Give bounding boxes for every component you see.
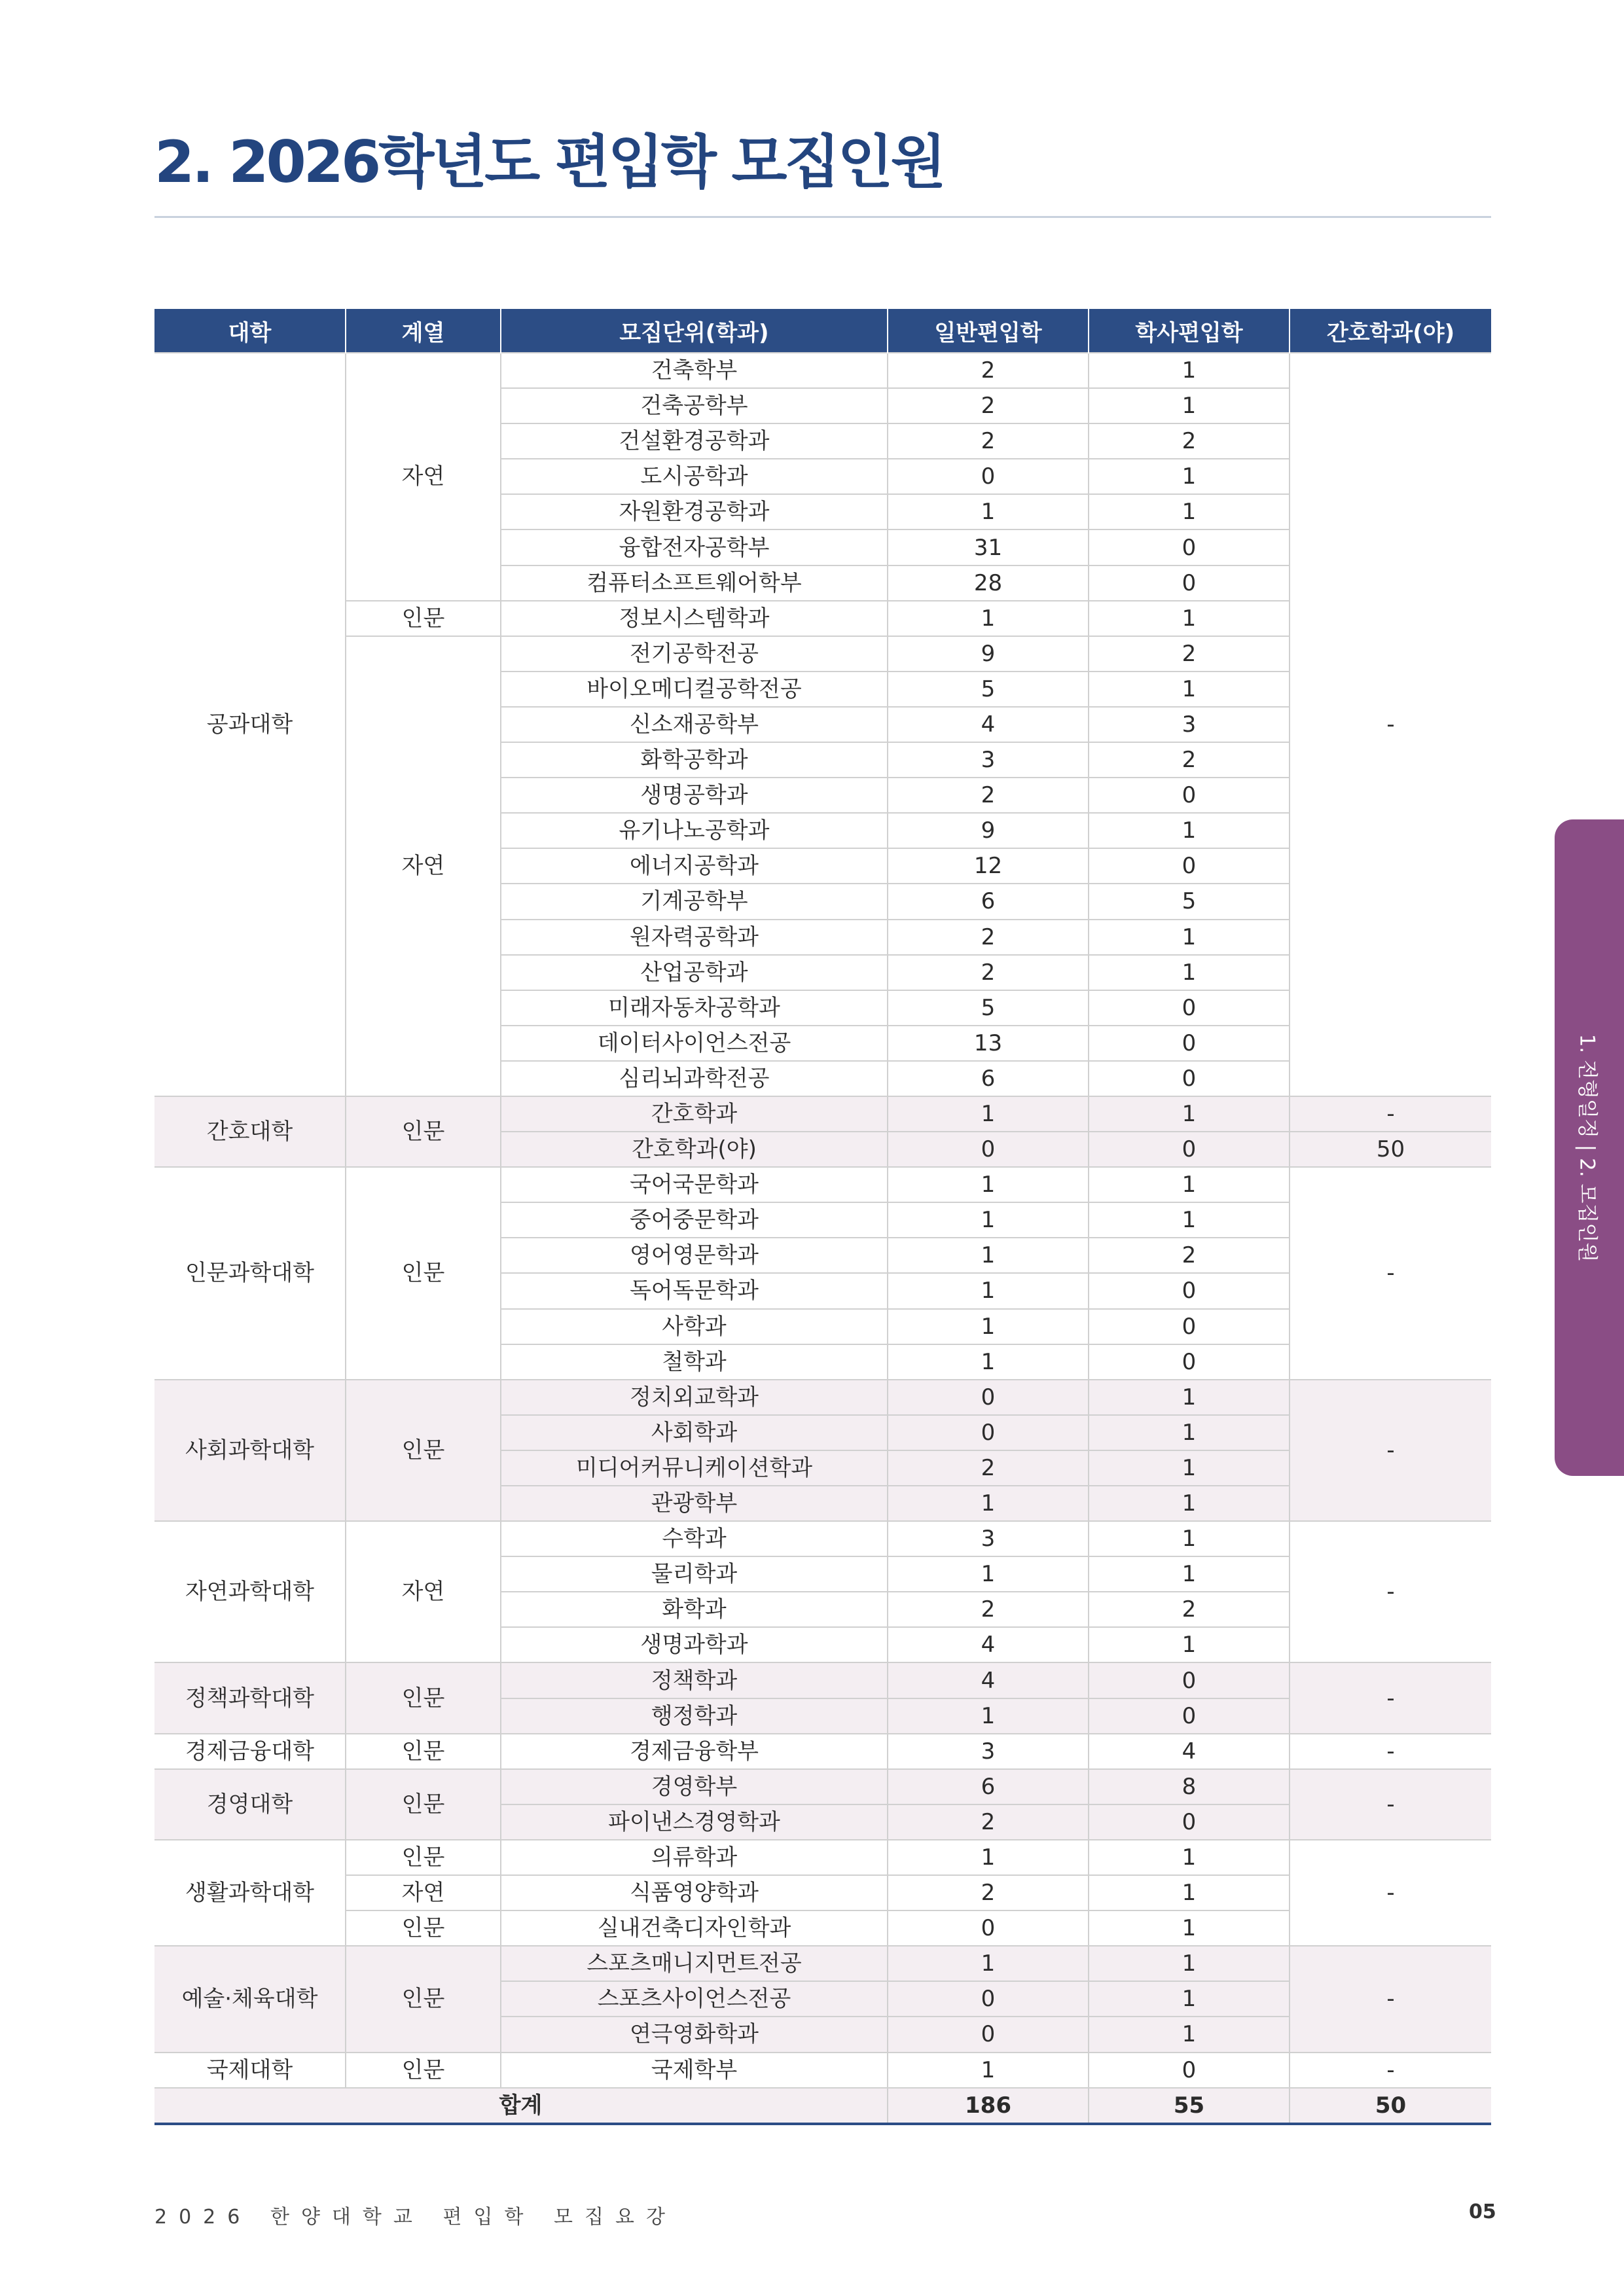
general-count-cell: 6 (888, 1061, 1089, 1096)
track-cell: 자연 (346, 1875, 501, 1910)
table-body (154, 353, 1491, 2088)
college-cell: 국제대학 (154, 2053, 346, 2088)
department-cell: 연극영화학과 (501, 2017, 888, 2052)
track-cell: 인문 (346, 1734, 501, 1769)
nursing-count-cell: - (1290, 1380, 1491, 1521)
bachelor-count-cell: 0 (1089, 1344, 1290, 1380)
bachelor-count-cell: 0 (1089, 778, 1290, 813)
college-cell: 경제금융대학 (154, 1734, 346, 1769)
nursing-count-cell: 50 (1290, 1132, 1491, 1167)
college-cell: 생활과학대학 (154, 1840, 346, 1946)
track-cell: 인문 (346, 601, 501, 636)
general-count-cell: 3 (888, 742, 1089, 778)
bachelor-count-cell: 1 (1089, 1627, 1290, 1662)
bachelor-count-cell: 1 (1089, 1096, 1290, 1132)
bachelor-count-cell: 0 (1089, 1309, 1290, 1344)
nursing-count-cell: - (1290, 1734, 1491, 1769)
bachelor-count-cell: 0 (1089, 1061, 1290, 1096)
track-cell: 자연 (346, 1521, 501, 1662)
header-general-transfer: 일반편입학 (888, 309, 1089, 353)
bachelor-count-cell: 1 (1089, 1415, 1290, 1450)
bachelor-count-cell: 2 (1089, 742, 1290, 778)
general-count-cell: 0 (888, 2017, 1089, 2052)
total-nursing: 50 (1290, 2088, 1491, 2124)
bachelor-count-cell: 2 (1089, 636, 1290, 672)
general-count-cell: 6 (888, 1769, 1089, 1804)
footer-university: 한양대학교 (270, 2206, 424, 2229)
department-cell: 스포츠매니지먼트전공 (501, 1946, 888, 1981)
table-row (154, 1521, 1491, 1556)
general-count-cell: 1 (888, 601, 1089, 636)
general-count-cell: 2 (888, 423, 1089, 459)
general-count-cell: 1 (888, 494, 1089, 529)
bachelor-count-cell: 1 (1089, 388, 1290, 423)
nursing-count-cell: - (1290, 1946, 1491, 2052)
college-cell: 인문과학대학 (154, 1167, 346, 1380)
track-cell: 인문 (346, 1167, 501, 1380)
department-cell: 의류학과 (501, 1840, 888, 1875)
general-count-cell: 4 (888, 1662, 1089, 1698)
track-cell: 인문 (346, 1662, 501, 1733)
department-cell: 신소재공학부 (501, 707, 888, 742)
table-row (154, 1946, 1491, 1981)
department-cell: 사회학과 (501, 1415, 888, 1450)
bachelor-count-cell: 1 (1089, 955, 1290, 990)
general-count-cell: 0 (888, 1415, 1089, 1450)
total-general: 186 (888, 2088, 1089, 2124)
header-bachelor-transfer: 학사편입학 (1089, 309, 1290, 353)
bachelor-count-cell: 2 (1089, 423, 1290, 459)
track-cell: 자연 (346, 353, 501, 601)
department-cell: 생명과학과 (501, 1627, 888, 1662)
department-cell: 바이오메디컬공학전공 (501, 672, 888, 707)
department-cell: 건설환경공학과 (501, 423, 888, 459)
college-cell: 예술·체육대학 (154, 1946, 346, 2052)
page-number: 05 (1469, 2200, 1496, 2223)
bachelor-count-cell: 1 (1089, 813, 1290, 848)
department-cell: 철학과 (501, 1344, 888, 1380)
table-row (154, 1662, 1491, 1698)
footer-doc-type: 편입학 (442, 2206, 535, 2229)
department-cell: 정책학과 (501, 1662, 888, 1698)
department-cell: 데이터사이언스전공 (501, 1026, 888, 1061)
bachelor-count-cell: 5 (1089, 884, 1290, 919)
general-count-cell: 1 (888, 1344, 1089, 1380)
department-cell: 도시공학과 (501, 459, 888, 494)
bachelor-count-cell: 1 (1089, 1840, 1290, 1875)
side-tab-label: 1. 전형일정 | 2. 모집인원 (1575, 1033, 1599, 1262)
general-count-cell: 1 (888, 2053, 1089, 2088)
college-cell: 정책과학대학 (154, 1662, 346, 1733)
department-cell: 국제학부 (501, 2053, 888, 2088)
department-cell: 물리학과 (501, 1556, 888, 1592)
department-cell: 미디어커뮤니케이션학과 (501, 1450, 888, 1486)
department-cell: 경영학부 (501, 1769, 888, 1804)
bachelor-count-cell: 1 (1089, 920, 1290, 955)
general-count-cell: 1 (888, 1556, 1089, 1592)
general-count-cell: 2 (888, 778, 1089, 813)
bachelor-count-cell: 1 (1089, 494, 1290, 529)
bachelor-count-cell: 2 (1089, 1592, 1290, 1627)
general-count-cell: 0 (888, 459, 1089, 494)
bachelor-count-cell: 0 (1089, 529, 1290, 565)
college-cell: 공과대학 (154, 353, 346, 1096)
bachelor-count-cell: 1 (1089, 1556, 1290, 1592)
nursing-count-cell: - (1290, 1769, 1491, 1840)
college-cell: 경영대학 (154, 1769, 346, 1840)
general-count-cell: 2 (888, 955, 1089, 990)
bachelor-count-cell: 8 (1089, 1769, 1290, 1804)
bachelor-count-cell: 1 (1089, 1521, 1290, 1556)
general-count-cell: 1 (888, 1309, 1089, 1344)
track-cell: 인문 (346, 1946, 501, 2052)
track-cell: 인문 (346, 2053, 501, 2088)
nursing-count-cell: - (1290, 1840, 1491, 1946)
bachelor-count-cell: 1 (1089, 2017, 1290, 2052)
table-header-row (154, 309, 1491, 353)
general-count-cell: 13 (888, 1026, 1089, 1061)
department-cell: 심리뇌과학전공 (501, 1061, 888, 1096)
department-cell: 사학과 (501, 1309, 888, 1344)
department-cell: 화학공학과 (501, 742, 888, 778)
department-cell: 영어영문학과 (501, 1238, 888, 1273)
general-count-cell: 1 (888, 1698, 1089, 1734)
general-count-cell: 4 (888, 707, 1089, 742)
general-count-cell: 3 (888, 1521, 1089, 1556)
general-count-cell: 0 (888, 1981, 1089, 2017)
department-cell: 스포츠사이언스전공 (501, 1981, 888, 2017)
department-cell: 중어중문학과 (501, 1202, 888, 1238)
bachelor-count-cell: 1 (1089, 353, 1290, 388)
general-count-cell: 1 (888, 1486, 1089, 1521)
department-cell: 관광학부 (501, 1486, 888, 1521)
general-count-cell: 2 (888, 353, 1089, 388)
header-track: 계열 (346, 309, 501, 353)
bachelor-count-cell: 1 (1089, 1450, 1290, 1486)
general-count-cell: 2 (888, 920, 1089, 955)
track-cell: 인문 (346, 1096, 501, 1167)
table-row (154, 1380, 1491, 1415)
general-count-cell: 1 (888, 1202, 1089, 1238)
bachelor-count-cell: 0 (1089, 1132, 1290, 1167)
nursing-count-cell: - (1290, 1096, 1491, 1132)
department-cell: 컴퓨터소프트웨어학부 (501, 565, 888, 601)
table-row (154, 1840, 1491, 1875)
college-cell: 사회과학대학 (154, 1380, 346, 1521)
header-nursing-night: 간호학과(야) (1290, 309, 1491, 353)
general-count-cell: 28 (888, 565, 1089, 601)
department-cell: 파이낸스경영학과 (501, 1804, 888, 1840)
general-count-cell: 2 (888, 1804, 1089, 1840)
general-count-cell: 12 (888, 848, 1089, 884)
general-count-cell: 9 (888, 813, 1089, 848)
department-cell: 경제금융학부 (501, 1734, 888, 1769)
track-cell: 인문 (346, 1769, 501, 1840)
total-row (154, 2088, 1491, 2124)
total-label: 합계 (154, 2088, 888, 2124)
table-row (154, 1167, 1491, 1202)
general-count-cell: 0 (888, 1132, 1089, 1167)
department-cell: 유기나노공학과 (501, 813, 888, 848)
department-cell: 국어국문학과 (501, 1167, 888, 1202)
track-cell: 인문 (346, 1910, 501, 1946)
department-cell: 수학과 (501, 1521, 888, 1556)
general-count-cell: 31 (888, 529, 1089, 565)
bachelor-count-cell: 0 (1089, 565, 1290, 601)
nursing-count-cell: - (1290, 1521, 1491, 1662)
general-count-cell: 1 (888, 1238, 1089, 1273)
general-count-cell: 6 (888, 884, 1089, 919)
department-cell: 원자력공학과 (501, 920, 888, 955)
department-cell: 기계공학부 (501, 884, 888, 919)
nursing-count-cell: - (1290, 1662, 1491, 1733)
bachelor-count-cell: 0 (1089, 848, 1290, 884)
nursing-count-cell: - (1290, 1167, 1491, 1380)
footer-year: 2026 (154, 2206, 252, 2229)
general-count-cell: 5 (888, 672, 1089, 707)
table-row (154, 1096, 1491, 1132)
bachelor-count-cell: 1 (1089, 1486, 1290, 1521)
bachelor-count-cell: 2 (1089, 1238, 1290, 1273)
department-cell: 화학과 (501, 1592, 888, 1627)
bachelor-count-cell: 0 (1089, 2053, 1290, 2088)
general-count-cell: 9 (888, 636, 1089, 672)
footer-document-title (154, 2200, 677, 2229)
bachelor-count-cell: 0 (1089, 1026, 1290, 1061)
department-cell: 독어독문학과 (501, 1273, 888, 1308)
bachelor-count-cell: 0 (1089, 1804, 1290, 1840)
bachelor-count-cell: 1 (1089, 1875, 1290, 1910)
table-row (154, 1769, 1491, 1804)
bachelor-count-cell: 0 (1089, 1698, 1290, 1734)
general-count-cell: 1 (888, 1840, 1089, 1875)
department-cell: 미래자동차공학과 (501, 990, 888, 1026)
general-count-cell: 2 (888, 1875, 1089, 1910)
bachelor-count-cell: 1 (1089, 1910, 1290, 1946)
department-cell: 에너지공학과 (501, 848, 888, 884)
bachelor-count-cell: 3 (1089, 707, 1290, 742)
department-cell: 정치외교학과 (501, 1380, 888, 1415)
department-cell: 간호학과(야) (501, 1132, 888, 1167)
department-cell: 건축학부 (501, 353, 888, 388)
bachelor-count-cell: 4 (1089, 1734, 1290, 1769)
department-cell: 식품영양학과 (501, 1875, 888, 1910)
department-cell: 행정학과 (501, 1698, 888, 1734)
track-cell: 인문 (346, 1840, 501, 1875)
general-count-cell: 1 (888, 1273, 1089, 1308)
general-count-cell: 3 (888, 1734, 1089, 1769)
bachelor-count-cell: 0 (1089, 990, 1290, 1026)
department-cell: 건축공학부 (501, 388, 888, 423)
general-count-cell: 1 (888, 1946, 1089, 1981)
header-department: 모집단위(학과) (501, 309, 888, 353)
general-count-cell: 4 (888, 1627, 1089, 1662)
department-cell: 산업공학과 (501, 955, 888, 990)
bachelor-count-cell: 0 (1089, 1662, 1290, 1698)
bachelor-count-cell: 1 (1089, 672, 1290, 707)
general-count-cell: 0 (888, 1910, 1089, 1946)
total-bachelor: 55 (1089, 2088, 1290, 2124)
bachelor-count-cell: 1 (1089, 1981, 1290, 2017)
header-college: 대학 (154, 309, 346, 353)
bachelor-count-cell: 1 (1089, 459, 1290, 494)
side-tab (1555, 819, 1624, 1476)
table-row (154, 353, 1491, 388)
title-divider (154, 216, 1491, 218)
general-count-cell: 1 (888, 1096, 1089, 1132)
college-cell: 간호대학 (154, 1096, 346, 1167)
nursing-count-cell: - (1290, 353, 1491, 1096)
track-cell: 자연 (346, 636, 501, 1096)
general-count-cell: 2 (888, 1592, 1089, 1627)
recruitment-table (154, 309, 1491, 2125)
bachelor-count-cell: 0 (1089, 1273, 1290, 1308)
bachelor-count-cell: 1 (1089, 1380, 1290, 1415)
general-count-cell: 1 (888, 1167, 1089, 1202)
bachelor-count-cell: 1 (1089, 1202, 1290, 1238)
table-row (154, 2053, 1491, 2088)
college-cell: 자연과학대학 (154, 1521, 346, 1662)
page-title: 2. 2026학년도 편입학 모집인원 (154, 128, 944, 196)
department-cell: 융합전자공학부 (501, 529, 888, 565)
footer-doc-kind: 모집요강 (554, 2206, 677, 2229)
department-cell: 간호학과 (501, 1096, 888, 1132)
bachelor-count-cell: 1 (1089, 601, 1290, 636)
general-count-cell: 2 (888, 388, 1089, 423)
department-cell: 실내건축디자인학과 (501, 1910, 888, 1946)
department-cell: 전기공학전공 (501, 636, 888, 672)
bachelor-count-cell: 1 (1089, 1167, 1290, 1202)
nursing-count-cell: - (1290, 2053, 1491, 2088)
track-cell: 인문 (346, 1380, 501, 1521)
department-cell: 자원환경공학과 (501, 494, 888, 529)
department-cell: 생명공학과 (501, 778, 888, 813)
table-row (154, 1734, 1491, 1769)
general-count-cell: 0 (888, 1380, 1089, 1415)
general-count-cell: 2 (888, 1450, 1089, 1486)
general-count-cell: 5 (888, 990, 1089, 1026)
department-cell: 정보시스템학과 (501, 601, 888, 636)
bachelor-count-cell: 1 (1089, 1946, 1290, 1981)
